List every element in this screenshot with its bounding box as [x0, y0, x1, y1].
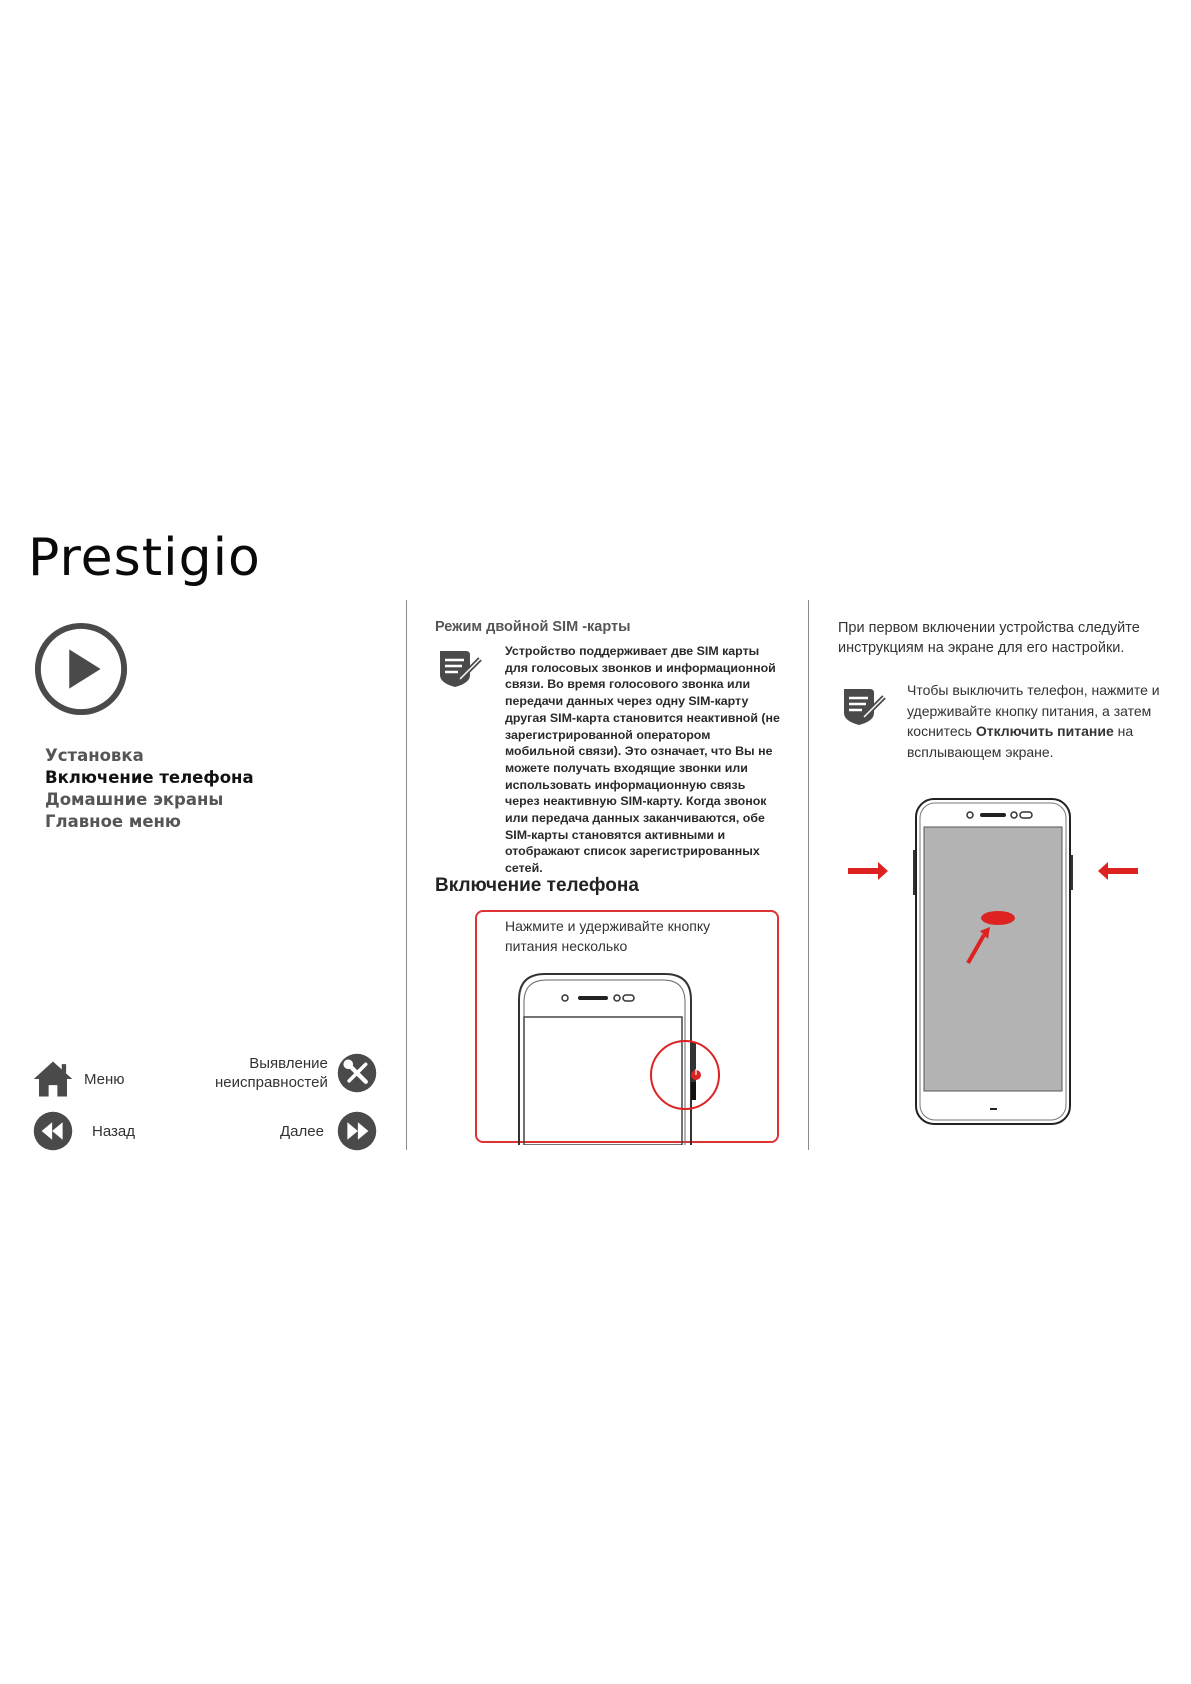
column-divider: [406, 600, 407, 1150]
back-button[interactable]: [32, 1110, 135, 1152]
column-divider: [808, 600, 809, 1150]
phone-power-button-illustration: [515, 970, 745, 1145]
next-button[interactable]: [280, 1110, 378, 1152]
tools-icon: [336, 1052, 378, 1094]
menu-label: Меню: [84, 1070, 125, 1088]
power-on-title: Включение телефона: [435, 875, 639, 896]
first-start-text: При первом включении устройства следуйте инструкциям на экране для его настройки.: [838, 620, 1140, 656]
toc-item-setup[interactable]: Установка: [45, 746, 144, 765]
note-pencil-icon: [436, 645, 484, 689]
prestigio-logo: Prestigio: [28, 528, 261, 588]
dual-sim-description: Устройство поддерживает две SIM карты для голосовых звонков и информационной связи. Во время голосового звонка или передачи данных через одну SIM-карту другая SIM-карта становится неактивной (не зарегистрированной оператором мобильной связи). Это означает, что Вы не можете получать входящие звонки или использовать информационную связь через неактивную SIM-карту. Когда звонок или передача данных заканчиваются, обе SIM-карты становятся активными и отображают список зарегистрированных сетей.: [505, 644, 780, 876]
troubleshoot-button[interactable]: [215, 1052, 378, 1094]
note-pencil-icon: [840, 683, 888, 727]
menu-button[interactable]: [32, 1058, 125, 1100]
power-off-option: Отключить питание: [975, 723, 1114, 739]
power-off-note: Чтобы выключить телефон, нажмите и удерживайте кнопку питания, а затем коснитесь Отключить питание на всплывающем экране.: [907, 682, 1160, 760]
toc-item-power-on[interactable]: Включение телефона: [45, 768, 254, 787]
press-hold-instruction: Нажмите и удерживайте кнопку питания несколько: [505, 918, 711, 954]
dual-sim-title: Режим двойной SIM -карты: [435, 619, 631, 635]
toc-item-main-menu[interactable]: Главное меню: [45, 812, 181, 831]
troubleshoot-label: Выявление неисправностей: [215, 1055, 328, 1091]
phone-power-off-illustration: [848, 795, 1138, 1130]
home-icon: [32, 1058, 74, 1100]
table-of-contents: [45, 745, 254, 833]
fast-forward-icon: [336, 1110, 378, 1152]
toc-item-home-screens[interactable]: Домашние экраны: [45, 790, 224, 809]
rewind-icon: [32, 1110, 74, 1152]
next-label: Далее: [280, 1122, 324, 1140]
play-circle-icon[interactable]: [32, 620, 130, 718]
back-label: Назад: [92, 1122, 135, 1140]
